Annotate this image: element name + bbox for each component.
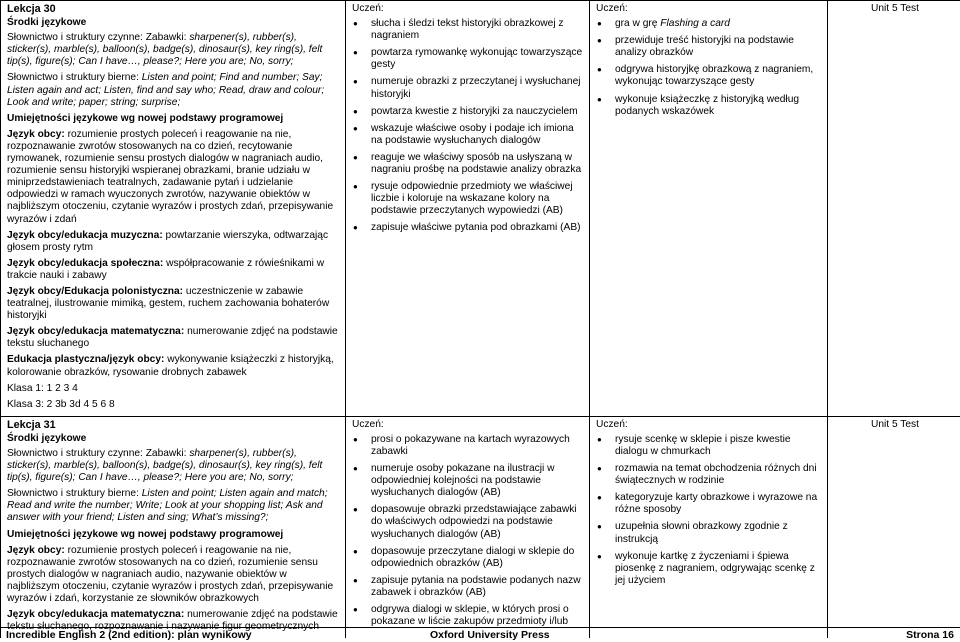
skill-label: Język obcy/edukacja społeczna: (7, 258, 163, 269)
skill-text: rozumienie prostych poleceń i reagowanie na nie, rozpoznawanie zwrotów stosowanych na co dzień, recytowanie rymowanek, rozumienie sensu prostych dialogów w nagraniach audio, rozumienie sensu historyjki wspieranej obrazkami, branie udziału w miniprzedstawieniach teatralnych, zadawanie pytań i udzielanie odpowiedzi w ramach wyuczonych zwrotów, nazywanie obiektów w najbliższym otoczeniu, czytanie wyrazów i prostych zdań, przepisywanie wyrazów i zdań (7, 129, 333, 225)
unit-test-label: Unit 5 Test (834, 419, 956, 431)
skill-text: wykonywanie książeczki z historyjką, kolorowanie obrazków, rysowanie drobnych zabawek (7, 354, 334, 377)
klasa-3: Klasa 3: 2 3b 3d 4 5 6 8 (7, 399, 339, 411)
lesson-content-cell (1, 416, 346, 638)
item-text: wykonuje kartkę z życzeniami i śpiewa piosenkę z nagraniem, odgrywając scenkę z jej użyciem (615, 551, 815, 586)
lesson-content-cell (1, 1, 346, 417)
list-item: ● dopasowuje przeczytane dialogi w sklepie do odpowiednich obrazków (AB) (352, 546, 583, 570)
skill-paragraph (7, 258, 339, 282)
game-name: Flashing a card (660, 18, 730, 29)
item-text: odgrywa historyjkę obrazkową z nagraniem, wykonując towarzyszące gesty (615, 64, 813, 87)
lesson-row (1, 1, 960, 417)
list-item: ● słucha i śledzi tekst historyjki obrazkowej z nagraniem (352, 18, 583, 42)
list-item: ● powtarza rymowankę wykonując towarzyszące gesty (352, 47, 583, 71)
skill-paragraph (7, 354, 339, 378)
extended-objectives-cell (590, 416, 828, 638)
objectives-cell (346, 416, 590, 638)
list-item: ● odgrywa dialogi w sklepie, w których prosi o pokazane w liście zakupów przedmioty i/lub (352, 604, 583, 628)
list-item: ● zapisuje pytania na podstawie podanych nazw zabawek i obrazków (AB) (352, 575, 583, 599)
list-item: ● numeruje osoby pokazane na ilustracji w odpowiedniej kolejności na podstawie wysłuchanych dialogów (AB) (352, 463, 583, 499)
skill-text: numerowanie zdjęć na podstawie tekstu słuchanego (7, 326, 338, 349)
list-item (596, 521, 821, 545)
extended-objectives-cell (590, 1, 828, 417)
skill-text: współpracowanie z rówieśnikami w trakcie nauki i zabawy (7, 258, 324, 281)
list-item (596, 463, 821, 487)
area-title: Środki językowe (7, 17, 339, 29)
skill-label: Język obcy/edukacja matematyczna: (7, 609, 184, 620)
vocab-passive-items: Listen and point; Find and number; Say; Listen again and act; Listen, find and say who; Read, draw and colour; Look and write; paper; string; surprise; (7, 72, 324, 107)
list-item: ● reaguje we właściwy sposób na usłyszaną w nagraniu prośbę na podstawie analizy obrazka (352, 152, 583, 176)
list-item (596, 94, 821, 118)
vocab-passive-items: Listen and point; Listen again and match; Read and write the number; Write; Look at your shopping list; Ask and answer with your friend; Listen and sing; What’s missing?; (7, 488, 328, 523)
skill-paragraph (7, 286, 339, 322)
klasa-1: Klasa 1: 1 2 3 4 (7, 383, 339, 395)
list-item: ● prosi o pokazywane na kartach wyrazowych zabawki (352, 434, 583, 458)
skill-label: Język obcy: (7, 129, 65, 140)
objectives-list (352, 434, 583, 628)
skill-paragraph (7, 326, 339, 350)
list-item (596, 492, 821, 516)
vocab-passive (7, 488, 339, 524)
footer-title: Incredible English 2 (2nd edition): plan wynikowy (6, 628, 252, 642)
skill-label: Język obcy/Edukacja polonistyczna: (7, 286, 183, 297)
vocab-active-prefix: Słownictwo i struktury czynne: Zabawki: (7, 32, 189, 43)
skill-paragraph (7, 545, 339, 605)
vocab-passive-prefix: Słownictwo i struktury bierne: (7, 72, 142, 83)
vocab-active (7, 32, 339, 68)
footer-page-number: Strona 16 (906, 628, 954, 642)
area-title: Środki językowe (7, 433, 339, 445)
vocab-active-prefix: Słownictwo i struktury czynne: Zabawki: (7, 448, 189, 459)
lesson-title: Lekcja 31 (7, 419, 339, 431)
skill-paragraph (7, 129, 339, 226)
vocab-active-items: sharpener(s), rubber(s), sticker(s), marble(s), balloon(s), badge(s), dinosaur(s), key ring(s), felt tip(s), figure(s); Can I have…, please?; Here you are; No, sorry; (7, 32, 322, 67)
unit-test-cell (828, 1, 960, 417)
vocab-active (7, 448, 339, 484)
page-footer (0, 627, 960, 642)
skills-title: Umiejętności językowe wg nowej podstawy programowej (7, 529, 339, 541)
list-item: ● rysuje odpowiednie przedmioty we właściwej liczbie i koloruje na wskazane kolory na podstawie przeczytanych wypowiedzi (AB) (352, 181, 583, 217)
extended-list (596, 18, 821, 118)
item-text: wykonuje książeczkę z historyjką według podanych wskazówek (615, 94, 799, 117)
skill-text: numerowanie zdjęć na podstawie tekstu słuchanego, rozpoznawanie i nazywanie figur geometrycznych (7, 609, 338, 632)
list-item: ● numeruje obrazki z przeczytanej i wysłuchanej historyjki (352, 76, 583, 100)
skill-label: Język obcy/edukacja muzyczna: (7, 230, 163, 241)
lesson-title: Lekcja 30 (7, 3, 339, 15)
skill-label: Język obcy: (7, 545, 65, 556)
skills-title: Umiejętności językowe wg nowej podstawy programowej (7, 113, 339, 125)
skill-text: powtarzanie wierszyka, odtwarzając głosem prosty rytm (7, 230, 328, 253)
list-item: ● powtarza kwestie z historyjki za nauczycielem (352, 106, 583, 118)
item-text: rysuje scenkę w sklepie i pisze kwestie dialogu w chmurkach (615, 434, 791, 457)
item-text: kategoryzuje karty obrazkowe i wyrazowe na różne sposoby (615, 492, 817, 515)
skill-text: uczestniczenie w zabawie teatralnej, ilustrowanie mimiką, gestem, ruchem zachowania bohaterów historyjki (7, 286, 329, 321)
list-item (596, 64, 821, 88)
skill-text: rozumienie prostych poleceń i reagowanie na nie, rozpoznawanie zwrotów stosowanych na co dzień, rozumienie sensu prostych dialogów w nagraniach audio, nazywanie obiektów w najbliższym otoczeniu, czytanie wyrazów i prostych zdań, przepisywanie wyrazów i zdań, korzystanie ze słowników obrazkowych (7, 545, 333, 604)
item-text: przewiduje treść historyjki na podstawie analizy obrazków (615, 35, 794, 58)
vocab-passive (7, 72, 339, 108)
student-header: Uczeń: (352, 419, 583, 431)
skill-label: Język obcy/edukacja matematyczna: (7, 326, 184, 337)
lesson-row (1, 416, 960, 638)
skill-label: Edukacja plastyczna/język obcy: (7, 354, 164, 365)
list-item: ● wskazuje właściwe osoby i podaje ich imiona na podstawie wysłuchanych dialogów (352, 123, 583, 147)
list-item: ● dopasowuje obrazki przedstawiające zabawki do właściwych odpowiedzi na podstawie wysłuchanych dialogów (AB) (352, 504, 583, 540)
list-item (596, 18, 821, 30)
student-header: Uczeń: (352, 3, 583, 15)
vocab-passive-prefix: Słownictwo i struktury bierne: (7, 488, 142, 499)
extended-list (596, 434, 821, 587)
item-text: gra w grę (615, 18, 660, 29)
list-item (596, 35, 821, 59)
list-item: ● zapisuje właściwe pytania pod obrazkami (AB) (352, 222, 583, 234)
item-text: rozmawia na temat obchodzenia różnych dni świątecznych w rodzinie (615, 463, 817, 486)
vocab-active-items: sharpener(s), rubber(s), sticker(s), marble(s), balloon(s), badge(s), dinosaur(s), key ring(s), felt tip(s), figure(s); Can I have…, please?; Here you are; No, sorry; (7, 448, 322, 483)
student-header: Uczeń: (596, 419, 821, 431)
objectives-cell (346, 1, 590, 417)
item-text: uzupełnia słowni obrazkowy zgodnie z instrukcją (615, 521, 788, 544)
skill-paragraph (7, 230, 339, 254)
list-item (596, 551, 821, 587)
student-header: Uczeń: (596, 3, 821, 15)
objectives-list (352, 18, 583, 234)
unit-test-cell (828, 416, 960, 638)
footer-publisher: Oxford University Press (430, 628, 550, 642)
list-item (596, 434, 821, 458)
unit-test-label: Unit 5 Test (834, 3, 956, 15)
